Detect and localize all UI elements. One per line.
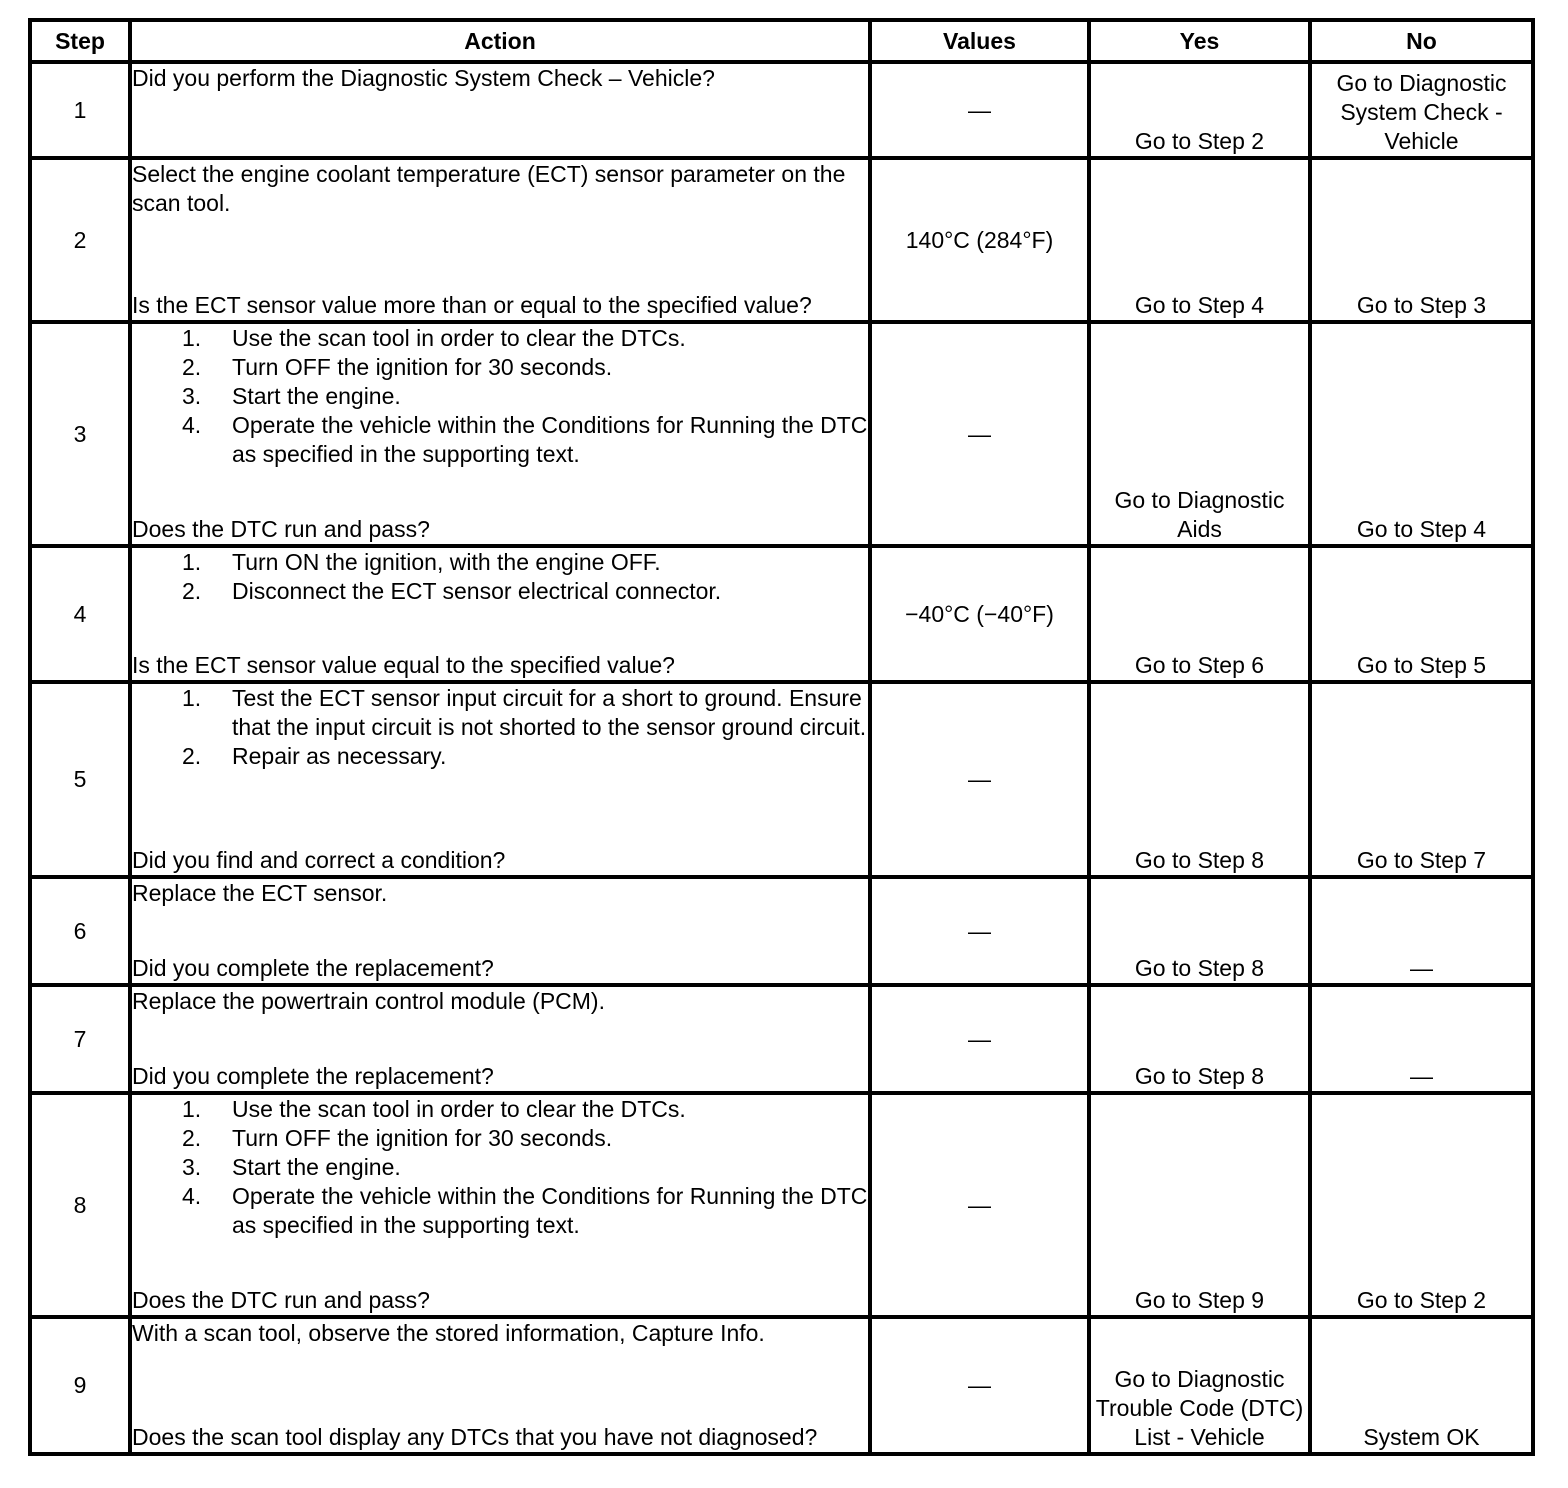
step-number: 8: [30, 1093, 130, 1317]
action-content: [132, 1319, 868, 1452]
no-cell: Go to Step 2: [1310, 1093, 1533, 1317]
table-row: [30, 1093, 1533, 1317]
action-question: Did you find and correct a condition?: [132, 847, 506, 873]
step-number: 4: [30, 546, 130, 682]
step-number: 5: [30, 682, 130, 877]
action-cell: [130, 158, 870, 322]
list-item: [182, 324, 868, 353]
action-cell: [130, 877, 870, 985]
header-yes: Yes: [1089, 20, 1310, 62]
list-item-number: 1.: [182, 549, 202, 575]
list-item-text: Start the engine.: [232, 383, 401, 409]
header-values: Values: [870, 20, 1089, 62]
action-content: [132, 64, 868, 156]
list-item-number: 4.: [182, 1183, 202, 1209]
list-item-number: 3.: [182, 1154, 202, 1180]
list-item: [182, 1124, 868, 1153]
list-item-number: 1.: [182, 325, 202, 351]
list-item: [182, 1182, 868, 1240]
action-list: [132, 1095, 868, 1240]
list-item: [182, 411, 868, 469]
values-cell: —: [870, 1317, 1089, 1454]
list-item-text: Use the scan tool in order to clear the DTCs.: [232, 1096, 686, 1122]
action-content: [132, 987, 868, 1091]
values-cell: —: [870, 682, 1089, 877]
yes-cell: Go to Diagnostic Trouble Code (DTC) List - Vehicle: [1089, 1317, 1310, 1454]
action-cell: [130, 985, 870, 1093]
action-cell: [130, 62, 870, 158]
list-item-number: 1.: [182, 685, 202, 711]
list-item-number: 2.: [182, 743, 202, 769]
action-cell: [130, 322, 870, 546]
list-item-number: 4.: [182, 412, 202, 438]
values-cell: —: [870, 322, 1089, 546]
list-item: [182, 684, 868, 742]
step-number: 2: [30, 158, 130, 322]
yes-cell: Go to Diagnostic Aids: [1089, 322, 1310, 546]
action-content: [132, 324, 868, 544]
action-cell: [130, 1093, 870, 1317]
list-item-number: 3.: [182, 383, 202, 409]
action-intro: Select the engine coolant temperature (ECT) sensor parameter on the scan tool.: [132, 161, 846, 216]
table-body: [30, 62, 1533, 1454]
action-list: [132, 324, 868, 469]
table-row: [30, 158, 1533, 322]
diagnostic-table: [28, 18, 1535, 1456]
table-row: [30, 62, 1533, 158]
list-item-number: 2.: [182, 578, 202, 604]
action-content: [132, 160, 868, 320]
list-item-text: Operate the vehicle within the Conditions for Running the DTC as specified in the supporting text.: [232, 1183, 868, 1238]
action-content: [132, 1095, 868, 1315]
values-cell: —: [870, 985, 1089, 1093]
action-content: [132, 879, 868, 983]
list-item-text: Start the engine.: [232, 1154, 401, 1180]
table-row: [30, 322, 1533, 546]
action-intro: Replace the powertrain control module (PCM).: [132, 988, 605, 1014]
header-action: Action: [130, 20, 870, 62]
action-content: [132, 548, 868, 680]
yes-cell: Go to Step 8: [1089, 877, 1310, 985]
table-row: [30, 877, 1533, 985]
list-item-number: 2.: [182, 1125, 202, 1151]
action-question: Does the scan tool display any DTCs that you have not diagnosed?: [132, 1424, 818, 1450]
header-row: [30, 20, 1533, 62]
values-cell: −40°C (−40°F): [870, 546, 1089, 682]
values-cell: —: [870, 877, 1089, 985]
list-item: [182, 742, 868, 771]
list-item: [182, 577, 868, 606]
yes-cell: Go to Step 6: [1089, 546, 1310, 682]
values-cell: —: [870, 1093, 1089, 1317]
list-item-number: 2.: [182, 354, 202, 380]
yes-cell: Go to Step 4: [1089, 158, 1310, 322]
yes-cell: Go to Step 2: [1089, 62, 1310, 158]
yes-cell: Go to Step 8: [1089, 682, 1310, 877]
table-row: [30, 682, 1533, 877]
no-cell: Go to Step 3: [1310, 158, 1533, 322]
list-item: [182, 353, 868, 382]
values-cell: —: [870, 62, 1089, 158]
action-intro: With a scan tool, observe the stored information, Capture Info.: [132, 1320, 765, 1346]
no-cell: Go to Step 5: [1310, 546, 1533, 682]
step-number: 3: [30, 322, 130, 546]
action-question: Does the DTC run and pass?: [132, 516, 430, 542]
step-number: 7: [30, 985, 130, 1093]
yes-cell: Go to Step 9: [1089, 1093, 1310, 1317]
list-item-number: 1.: [182, 1096, 202, 1122]
action-question: Does the DTC run and pass?: [132, 1287, 430, 1313]
action-cell: [130, 546, 870, 682]
list-item: [182, 1153, 868, 1182]
step-number: 9: [30, 1317, 130, 1454]
list-item-text: Repair as necessary.: [232, 743, 447, 769]
action-cell: [130, 682, 870, 877]
action-question: Did you complete the replacement?: [132, 1063, 494, 1089]
no-cell: Go to Step 7: [1310, 682, 1533, 877]
action-intro: Did you perform the Diagnostic System Check – Vehicle?: [132, 65, 715, 91]
step-number: 1: [30, 62, 130, 158]
list-item-text: Turn ON the ignition, with the engine OFF.: [232, 549, 661, 575]
action-question: Is the ECT sensor value more than or equal to the specified value?: [132, 292, 812, 318]
yes-cell: Go to Step 8: [1089, 985, 1310, 1093]
no-cell: Go to Diagnostic System Check - Vehicle: [1310, 62, 1533, 158]
header-step: Step: [30, 20, 130, 62]
list-item-text: Disconnect the ECT sensor electrical connector.: [232, 578, 722, 604]
table-row: [30, 1317, 1533, 1454]
list-item: [182, 1095, 868, 1124]
list-item: [182, 382, 868, 411]
action-list: [132, 548, 868, 606]
header-no: No: [1310, 20, 1533, 62]
step-number: 6: [30, 877, 130, 985]
action-question: Is the ECT sensor value equal to the specified value?: [132, 652, 675, 678]
action-list: [132, 684, 868, 771]
no-cell: —: [1310, 985, 1533, 1093]
action-intro: Replace the ECT sensor.: [132, 880, 388, 906]
table-row: [30, 985, 1533, 1093]
action-question: Did you complete the replacement?: [132, 955, 494, 981]
action-cell: [130, 1317, 870, 1454]
list-item-text: Operate the vehicle within the Conditions for Running the DTC as specified in the supporting text.: [232, 412, 868, 467]
list-item-text: Use the scan tool in order to clear the DTCs.: [232, 325, 686, 351]
values-cell: 140°C (284°F): [870, 158, 1089, 322]
list-item-text: Test the ECT sensor input circuit for a short to ground. Ensure that the input circuit is not shorted to the sensor ground circuit.: [232, 685, 867, 740]
table-row: [30, 546, 1533, 682]
no-cell: System OK: [1310, 1317, 1533, 1454]
no-cell: Go to Step 4: [1310, 322, 1533, 546]
list-item-text: Turn OFF the ignition for 30 seconds.: [232, 1125, 613, 1151]
action-content: [132, 684, 868, 875]
no-cell: —: [1310, 877, 1533, 985]
list-item: [182, 548, 868, 577]
list-item-text: Turn OFF the ignition for 30 seconds.: [232, 354, 613, 380]
